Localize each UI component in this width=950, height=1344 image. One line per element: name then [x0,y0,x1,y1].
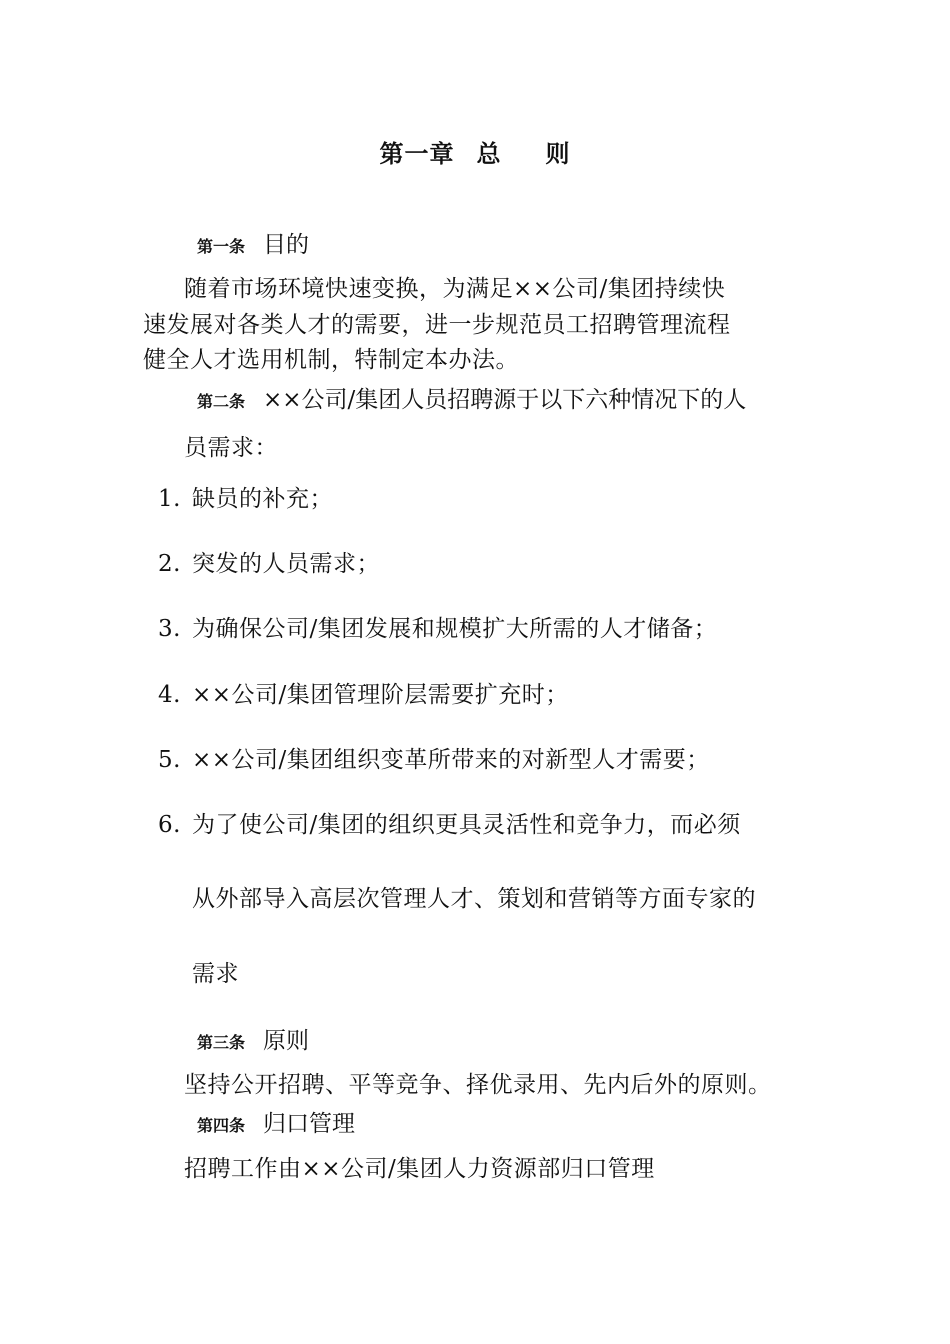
article4-text: 招聘工作由××公司/集团人力资源部归口管理 [184,1156,655,1182]
article3-header [197,1022,309,1055]
list-item-text: 为确保公司/集团发展和规模扩大所需的人才储备； [192,616,718,642]
list-item-text: 缺员的补充； [192,486,333,512]
chapter-title-part3: 则 [545,139,571,168]
list-item-number: 2. [158,551,181,577]
article4-header [197,1105,355,1138]
article2-header [197,381,746,414]
article1-line1: 随着市场环境快速变换，为满足××公司/集团持续快 [184,276,726,302]
article3-label: 第三条 [197,1033,246,1052]
article3-heading: 原则 [263,1028,310,1054]
list-item-text: 为了使公司/集团的组织更具灵活性和竞争力，而必须 [192,812,741,838]
list-item [158,676,569,709]
article1-line3: 健全人才选用机制，特制定本办法。 [143,347,519,373]
list-item [158,741,710,774]
article4-label: 第四条 [197,1116,246,1135]
article2-line2: 员需求： [184,435,278,461]
list-item-6-continuation-1: 从外部导入高层次管理人才、策划和营销等方面专家的 [192,886,756,912]
list-item [158,545,380,578]
chapter-title-part2: 总 [476,139,502,168]
article2-line1: ××公司/集团人员招聘源于以下六种情况下的人 [263,387,747,413]
article1-header [197,226,309,259]
list-item-text: ××公司/集团组织变革所带来的对新型人才需要； [192,747,710,773]
list-item [158,806,741,839]
article1-line2: 速发展对各类人才的需要，进一步规范员工招聘管理流程 [143,312,731,338]
list-item-number: 6. [158,812,181,838]
article3-text: 坚持公开招聘、平等竞争、择优录用、先内后外的原则。 [184,1072,772,1098]
list-item-text: ××公司/集团管理阶层需要扩充时； [192,682,569,708]
article2-label: 第二条 [197,392,246,411]
article1-label: 第一条 [197,237,246,256]
list-item-text: 突发的人员需求； [192,551,380,577]
list-item-number: 4. [158,682,181,708]
article4-heading: 归口管理 [263,1111,356,1137]
article1-heading: 目的 [263,232,310,258]
list-item-number: 1. [158,486,181,512]
chapter-title-part1: 第一章 [379,139,455,168]
list-item [158,610,717,643]
chapter-title [0,134,950,169]
list-item [158,480,333,513]
list-item-number: 3. [158,616,181,642]
list-item-number: 5. [158,747,181,773]
list-item-6-continuation-2: 需求 [192,961,239,987]
